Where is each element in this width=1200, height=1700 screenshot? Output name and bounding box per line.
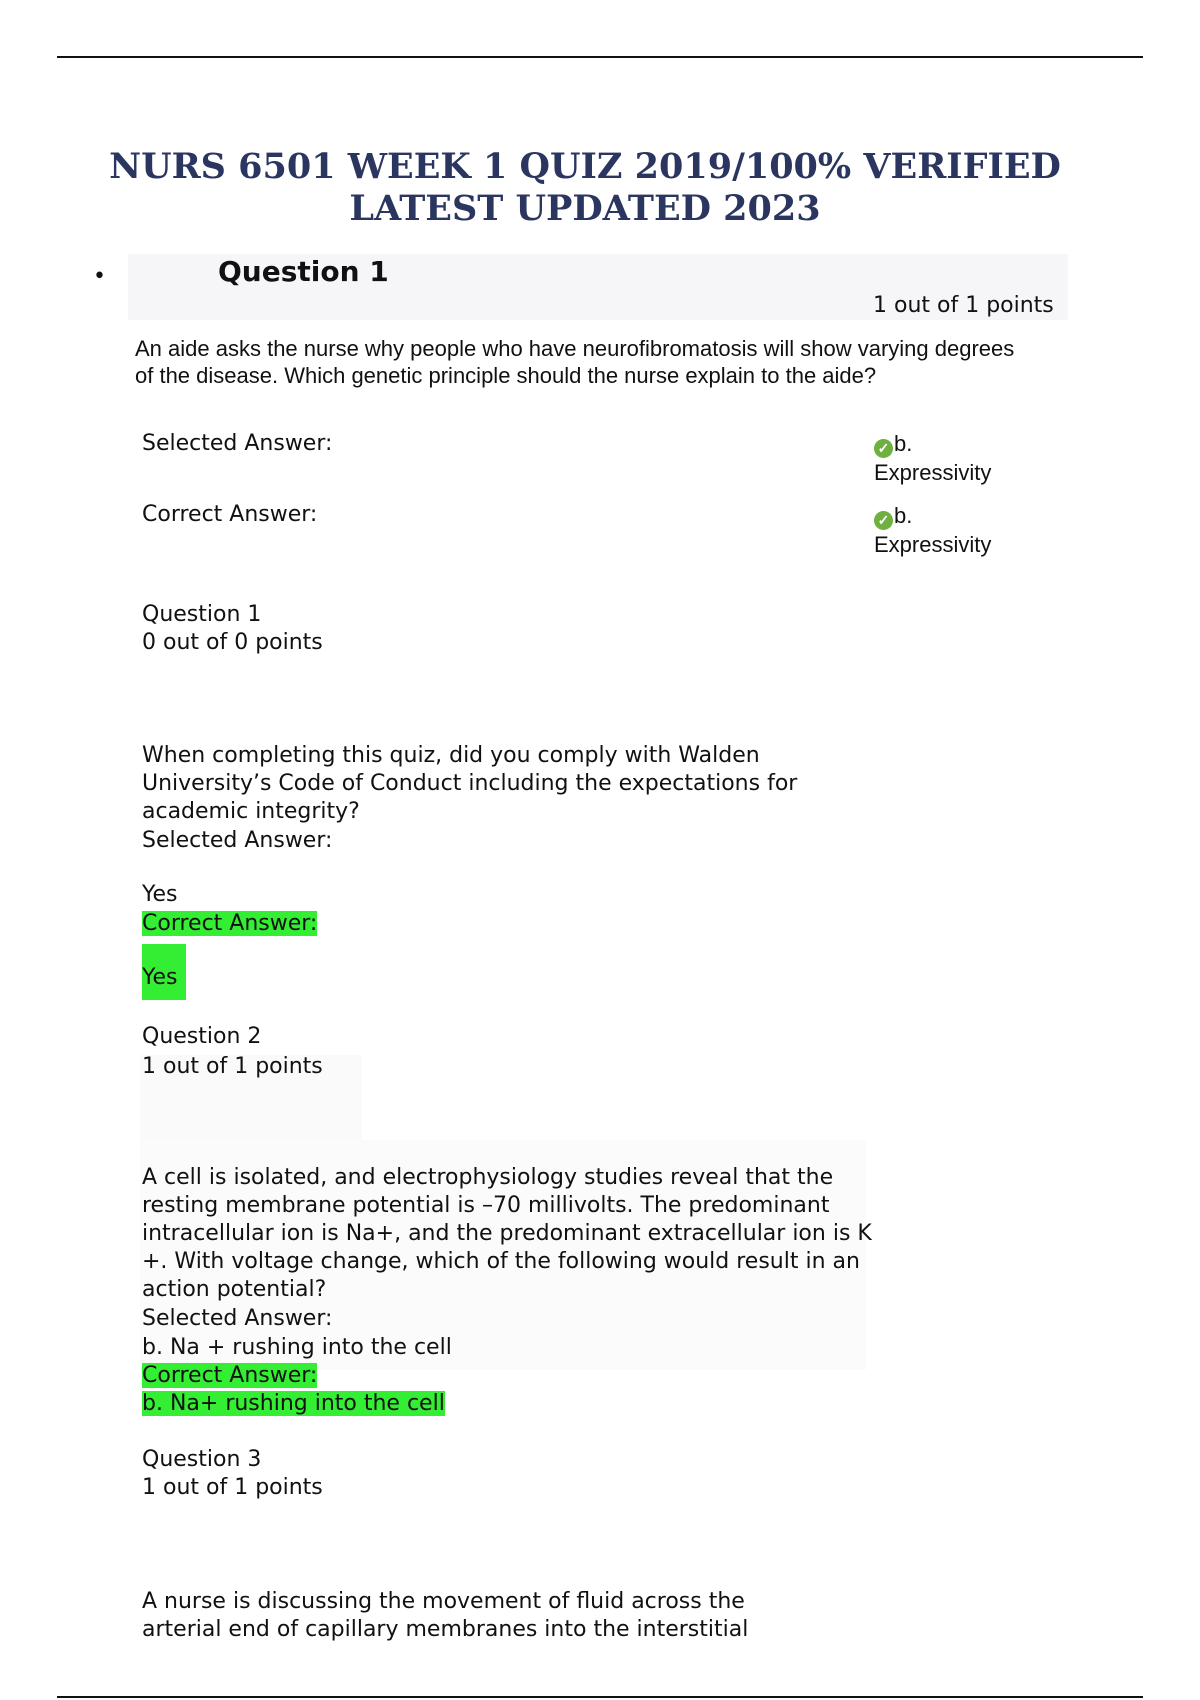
question-1b-points: 0 out of 0 points xyxy=(142,630,323,655)
list-bullet: • xyxy=(93,264,106,289)
question-2-correct-value xyxy=(142,1390,445,1418)
highlighted-correct-label: Correct Answer: xyxy=(142,1363,318,1388)
question-1b-heading: Question 1 xyxy=(142,602,262,627)
question-3-heading: Question 3 xyxy=(142,1447,262,1472)
question-2-correct-label xyxy=(142,1362,317,1390)
selected-answer-label: Selected Answer: xyxy=(142,431,333,456)
check-circle-icon: ✓ xyxy=(874,511,893,530)
question-1b-correct-value: Yes xyxy=(142,965,178,990)
question-3-points: 1 out of 1 points xyxy=(142,1475,323,1500)
question-2-text: A cell is isolated, and electrophysiology studies reveal that the resting membrane potential is –70 millivolts. The predominant intracellular ion is Na+, and the predominant extracellular ion is K +. With voltage change, which of the following would result in an action potential? xyxy=(142,1165,872,1302)
correct-answer-letter: b. xyxy=(894,503,913,528)
check-circle-icon: ✓ xyxy=(874,439,893,458)
question-1-points: 1 out of 1 points xyxy=(873,293,1054,318)
correct-answer-label: Correct Answer: xyxy=(142,502,318,527)
question-2-points: 1 out of 1 points xyxy=(142,1054,323,1079)
question-2-heading: Question 2 xyxy=(142,1024,262,1049)
selected-answer xyxy=(874,429,991,487)
selected-answer-value: Expressivity xyxy=(874,460,992,485)
title-line-2: LATEST UPDATED 2023 xyxy=(349,188,821,229)
highlighted-correct-value: b. Na+ rushing into the cell xyxy=(142,1391,445,1416)
correct-answer xyxy=(874,501,991,559)
question-1b-text: When completing this quiz, did you comply with Walden University’s Code of Conduct including the expectations for academic integrity? xyxy=(142,743,798,824)
title-line-1: NURS 6501 WEEK 1 QUIZ 2019/100% VERIFIED xyxy=(109,146,1061,187)
correct-answer-value: Expressivity xyxy=(874,532,992,557)
highlighted-correct-label: Correct Answer: xyxy=(142,911,318,936)
question-2-selected-label: Selected Answer: xyxy=(142,1306,333,1331)
question-1-heading: Question 1 xyxy=(218,255,389,288)
top-rule xyxy=(57,56,1143,58)
question-1b-correct-label xyxy=(142,910,317,938)
page-title xyxy=(100,146,1070,230)
question-3-text: A nurse is discussing the movement of fluid across the arterial end of capillary membranes into the interstitial xyxy=(142,1589,749,1642)
question-2-selected-value: b. Na + rushing into the cell xyxy=(142,1335,452,1360)
selected-answer-letter: b. xyxy=(894,431,913,456)
question-1b-selected-label: Selected Answer: xyxy=(142,828,333,853)
question-1-text: An aide asks the nurse why people who have neurofibromatosis will show varying degrees of the disease. Which genetic principle should the nurse explain to the aide? xyxy=(135,336,1015,388)
question-1b-selected-value: Yes xyxy=(142,882,178,907)
bottom-rule xyxy=(57,1696,1143,1698)
